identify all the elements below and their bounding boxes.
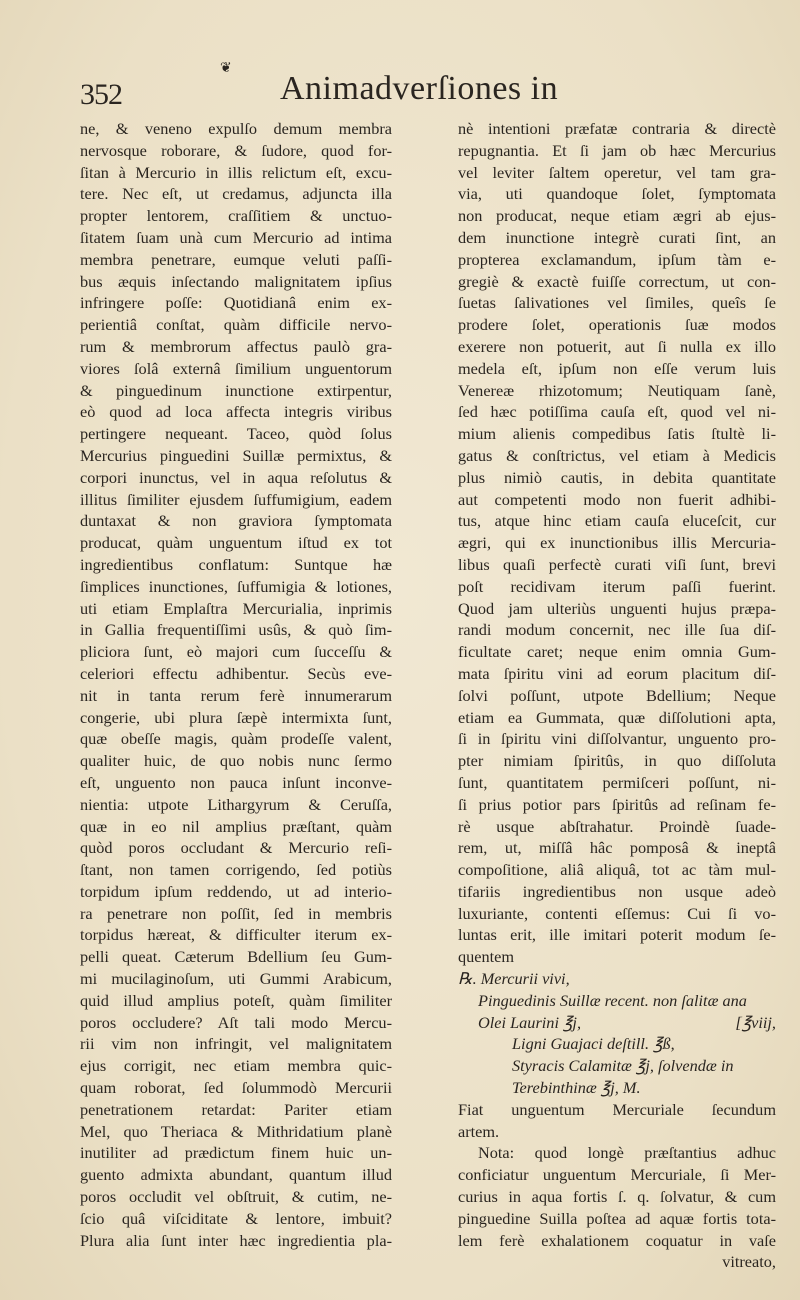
- text-line: pinguedine Suilla poſtea ad aquæ fortis tota-: [458, 1208, 776, 1228]
- text-line: torpidum ipſum reddendo, ut ad interio-: [80, 881, 392, 901]
- text-line: congerie, ubi plura ſæpè intermixta ſunt,: [80, 707, 392, 727]
- text-line: pelli queat. Cæterum Bdellium ſeu Gum-: [80, 947, 392, 967]
- text-line: rè usque abſtrahatur. Proindè ſuade-: [458, 816, 776, 836]
- text-line: Fiat unguentum Mercuriale ſecundum: [458, 1099, 776, 1119]
- text-line: celeriori effectu adhibentur. Secùs eve-: [80, 663, 392, 683]
- text-line: mata ſpiritu vini ad eorum placitum diſ-: [458, 663, 776, 683]
- page-header: [80, 61, 720, 114]
- right-column: [458, 118, 776, 1273]
- text-line: plus nimiò cautis, in debita quantitate: [458, 467, 776, 487]
- text-line: medela eſt, ipſum non eſſe verum luis: [458, 358, 776, 378]
- text-line: nientia: utpote Lithargyrum & Ceruſſa,: [80, 794, 392, 814]
- text-line: nervosque roborare, & ſudore, quod for-: [80, 140, 392, 160]
- text-line: ſitan à Mercurio in illis relictum eſt, excu-: [80, 162, 392, 182]
- text-line: quæ obeſſe magis, quàm prodeſſe valent,: [80, 729, 392, 749]
- text-line: illitus ſimiliter ejusdem ſuffumigium, eadem: [80, 489, 392, 509]
- text-line: randi modum concernit, nec ille ſua diſ-: [458, 620, 776, 640]
- text-line: ſtant, non tamen corrigendo, ſed potiùs: [80, 860, 392, 880]
- text-line: & pinguedinum inunctione extirpentur,: [80, 380, 392, 400]
- text-line: eſt, unguento non pauca inſunt inconve-: [80, 772, 392, 792]
- text-line: poſt recidivam iterum paſſi fuerint.: [458, 576, 776, 596]
- text-line: membra penetrare, eumque veluti paſſi-: [80, 249, 392, 269]
- text-line: ejus corrigit, nec etiam membra quic-: [80, 1056, 392, 1076]
- text-line: tifariis ingredientibus non usque adeò: [458, 881, 776, 901]
- text-line: rem, ut, miſſâ hâc pomposâ & ineptâ: [458, 838, 776, 858]
- text-line: Nota: quod longè præſtantius adhuc: [478, 1143, 776, 1163]
- text-line: gatus & conſtrictus, vel etiam à Medicis: [458, 445, 776, 465]
- text-line: prodere ſolet, operationis ſuæ modos: [458, 315, 776, 335]
- text-line: repugnantia. Et ſi jam ob hæc Mercurius: [458, 140, 776, 160]
- text-line: corpori inunctus, vel in aqua reſolutus &: [80, 467, 392, 487]
- text-line: penetrationem retardat: Pariter etiam: [80, 1099, 392, 1119]
- text-line: non producat, neque etiam ægri ab ejus-: [458, 206, 776, 226]
- text-line: vel leviter ſaltem operetur, vel tam gra-: [458, 162, 776, 182]
- text-line: uti etiam Emplaſtra Mercurialia, inprimis: [80, 598, 392, 618]
- text-line: ne, & veneno expulſo demum membra: [80, 119, 392, 138]
- text-line: infringere poſſe: Quotidianâ enim ex-: [80, 293, 392, 313]
- text-line: nit in tanta rerum ferè innumerarum: [80, 685, 392, 705]
- running-title: Animadverſiones in: [280, 70, 559, 107]
- text-line: in Gallia frequentiſſimi usûs, & quò ſim-: [80, 620, 392, 640]
- text-line: gregiè & exactè fuiſſe correctum, ut con-: [458, 271, 776, 291]
- text-line: pliciora ſunt, eò majori cum ſucceſſu &: [80, 642, 392, 662]
- text-line: libus quaſi perfectè curati viſi ſunt, brevi: [458, 554, 776, 574]
- text-line: luntas erit, ille imitari poterit modum ſe-: [458, 925, 776, 945]
- text-line: quòd poros occludant & Mercurio reſi-: [80, 838, 392, 858]
- text-line: Plura alia ſunt inter hæc ingredientia pla-: [80, 1230, 392, 1250]
- text-line: ſitatem ſuam unà cum Mercurio ad intima: [80, 227, 392, 247]
- text-line: ſi in ſpiritu vini diſſolvantur, unguento pro-: [458, 729, 776, 749]
- text-line: poros occludere? Aſt tali modo Mercu-: [80, 1012, 392, 1032]
- text-line: ſolvi poſſunt, utpote Bdellium; Neque: [458, 685, 776, 705]
- text-line: ſi prius potior pars ſpiritûs ad reſinam fe-: [458, 794, 776, 814]
- text-line: guento admixta abundant, quantum illud: [80, 1165, 392, 1185]
- text-line: mi mucilaginoſum, uti Gummi Arabicum,: [80, 969, 392, 989]
- text-line: ſimplices inunctiones, ſuffumigia & lotiones,: [80, 576, 392, 596]
- recipe-rx-line: ℞. Mercurii vivi,: [458, 969, 570, 989]
- left-column: [80, 118, 392, 1251]
- text-line: poros occludit vel obſtruit, & cutim, ne-: [80, 1187, 392, 1207]
- text-line: producat, quàm unguentum iſtud ex tot: [80, 533, 392, 553]
- text-line: Mercurius pinguedini Suillæ permixtus, &: [80, 445, 392, 465]
- text-line: aut competenti modo non fuerit adhibi-: [458, 489, 776, 509]
- text-line: quæ in eo nil amplius præſtant, quàm: [80, 816, 392, 836]
- text-line: tus, atque hinc etiam cauſa eluceſcit, cur: [458, 511, 776, 531]
- text-line: qualiter huic, de quo nobis nunc ſermo: [80, 751, 392, 771]
- text-line: eò quod ad loca affecta integris viribus: [80, 402, 392, 422]
- text-line: bus æquis inſectando malignitatem ipſius: [80, 271, 392, 291]
- text-line: perientiâ conſtat, quàm difficile nervo-: [80, 315, 392, 335]
- recipe-ingredient: [458, 990, 776, 1012]
- text-line: artem.: [458, 1121, 500, 1141]
- recipe-ingredient-text: Pinguedinis Suillæ recent. non ſalitæ ana: [478, 990, 747, 1010]
- text-line: vitreato,: [722, 1252, 776, 1272]
- text-line: via, uti quandoque ſolet, ſymptomata: [458, 184, 776, 204]
- text-line: ſunt, quantitatem permiſceri poſſunt, ni-: [458, 772, 776, 792]
- recipe-ingredient-text: Ligni Guajaci deſtill. ℥ß,: [512, 1034, 675, 1054]
- text-line: quid illud amplius poteſt, quàm ſimiliter: [80, 990, 392, 1010]
- text-line: pter nimiam ſpiritûs, in quo diſſoluta: [458, 751, 776, 771]
- text-line: Quod jam ulteriùs unguenti hujus præpa-: [458, 598, 776, 618]
- text-line: rii vim non infringit, vel malignitatem: [80, 1034, 392, 1054]
- text-line: ægri, qui ex inunctionibus illis Mercuria-: [458, 533, 776, 553]
- recipe-ingredient-text: Terebinthinæ ℥j, M.: [512, 1078, 641, 1098]
- text-line: torpidus hæreat, & difficulter iterum ex-: [80, 925, 392, 945]
- text-line: ingredientibus conflatum: Suntque hæ: [80, 554, 392, 574]
- text-line: nè intentioni præfatæ contraria & directè: [458, 119, 776, 138]
- text-line: quam roborat, ſed ſolummodò Mercurii: [80, 1078, 392, 1098]
- text-line: ra penetrare non poſſit, ſed in membris: [80, 903, 392, 923]
- text-line: conficiatur unguentum Mercuriale, ſi Mer-: [458, 1165, 776, 1185]
- text-line: quentem: [458, 947, 515, 967]
- text-line: mium alienis compedibus ſatis ſtultè li-: [458, 424, 776, 444]
- recipe-ingredient: [458, 1033, 776, 1055]
- text-line: inutiliter ad prædictum finem huic un-: [80, 1143, 392, 1163]
- recipe-dose: [℥viij,: [735, 1012, 776, 1032]
- recipe-ingredient-text: Olei Laurini ℥j,: [478, 1012, 582, 1032]
- text-line: duntaxat & non graviora ſymptomata: [80, 511, 392, 531]
- recipe-ingredient-text: Styracis Calamitæ ℥j, ſolvendæ in: [512, 1056, 734, 1076]
- text-line: rum & membrorum affectus paulò gra-: [80, 336, 392, 356]
- recipe-ingredient: [458, 1077, 776, 1099]
- text-line: etiam ea Gummata, quæ diſſolutioni apta,: [458, 707, 776, 727]
- text-line: luxuriante, contenti eſſemus: Cui ſi vo-: [458, 903, 776, 923]
- ornament-icon: ❦: [220, 61, 232, 76]
- text-line: exerere non potuerit, aut ſi nulla ex illo: [458, 336, 776, 356]
- text-line: viores ſolâ externâ ſimilium unguentorum: [80, 358, 392, 378]
- text-line: ſed hæc potiſſima cauſa eſt, quod vel ni-: [458, 402, 776, 422]
- text-line: compoſitione, aliâ aliquâ, tot ac tàm mul-: [458, 860, 776, 880]
- page-number: 352: [80, 78, 122, 111]
- text-line: curius in aqua fortis ſ. q. ſolvatur, & cum: [458, 1187, 776, 1207]
- recipe-ingredient: [458, 1012, 776, 1034]
- text-line: pertingere nequeant. Taceo, quòd ſolus: [80, 424, 392, 444]
- text-line: propter lentorem, craſſitiem & unctuo-: [80, 206, 392, 226]
- text-line: lem ferè exhalationem coquatur in vaſe: [458, 1230, 776, 1250]
- recipe-ingredient: [458, 1055, 776, 1077]
- text-line: dem inunctione integrè curati ſint, an: [458, 227, 776, 247]
- text-line: propterea exclamandum, ipſum tàm e-: [458, 249, 776, 269]
- text-line: Mel, quo Theriaca & Mithridatium planè: [80, 1121, 392, 1141]
- text-line: tere. Nec eſt, ut credamus, adjuncta illa: [80, 184, 392, 204]
- text-line: ſuetas ſalivationes vel ſimiles, queîs ſe: [458, 293, 776, 313]
- text-line: Venereæ rhizotomum; Neutiquam ſanè,: [458, 380, 776, 400]
- text-line: ficultate caret; neque enim omnia Gum-: [458, 642, 776, 662]
- text-line: ſcio quâ viſciditate & lentore, imbuit?: [80, 1208, 392, 1228]
